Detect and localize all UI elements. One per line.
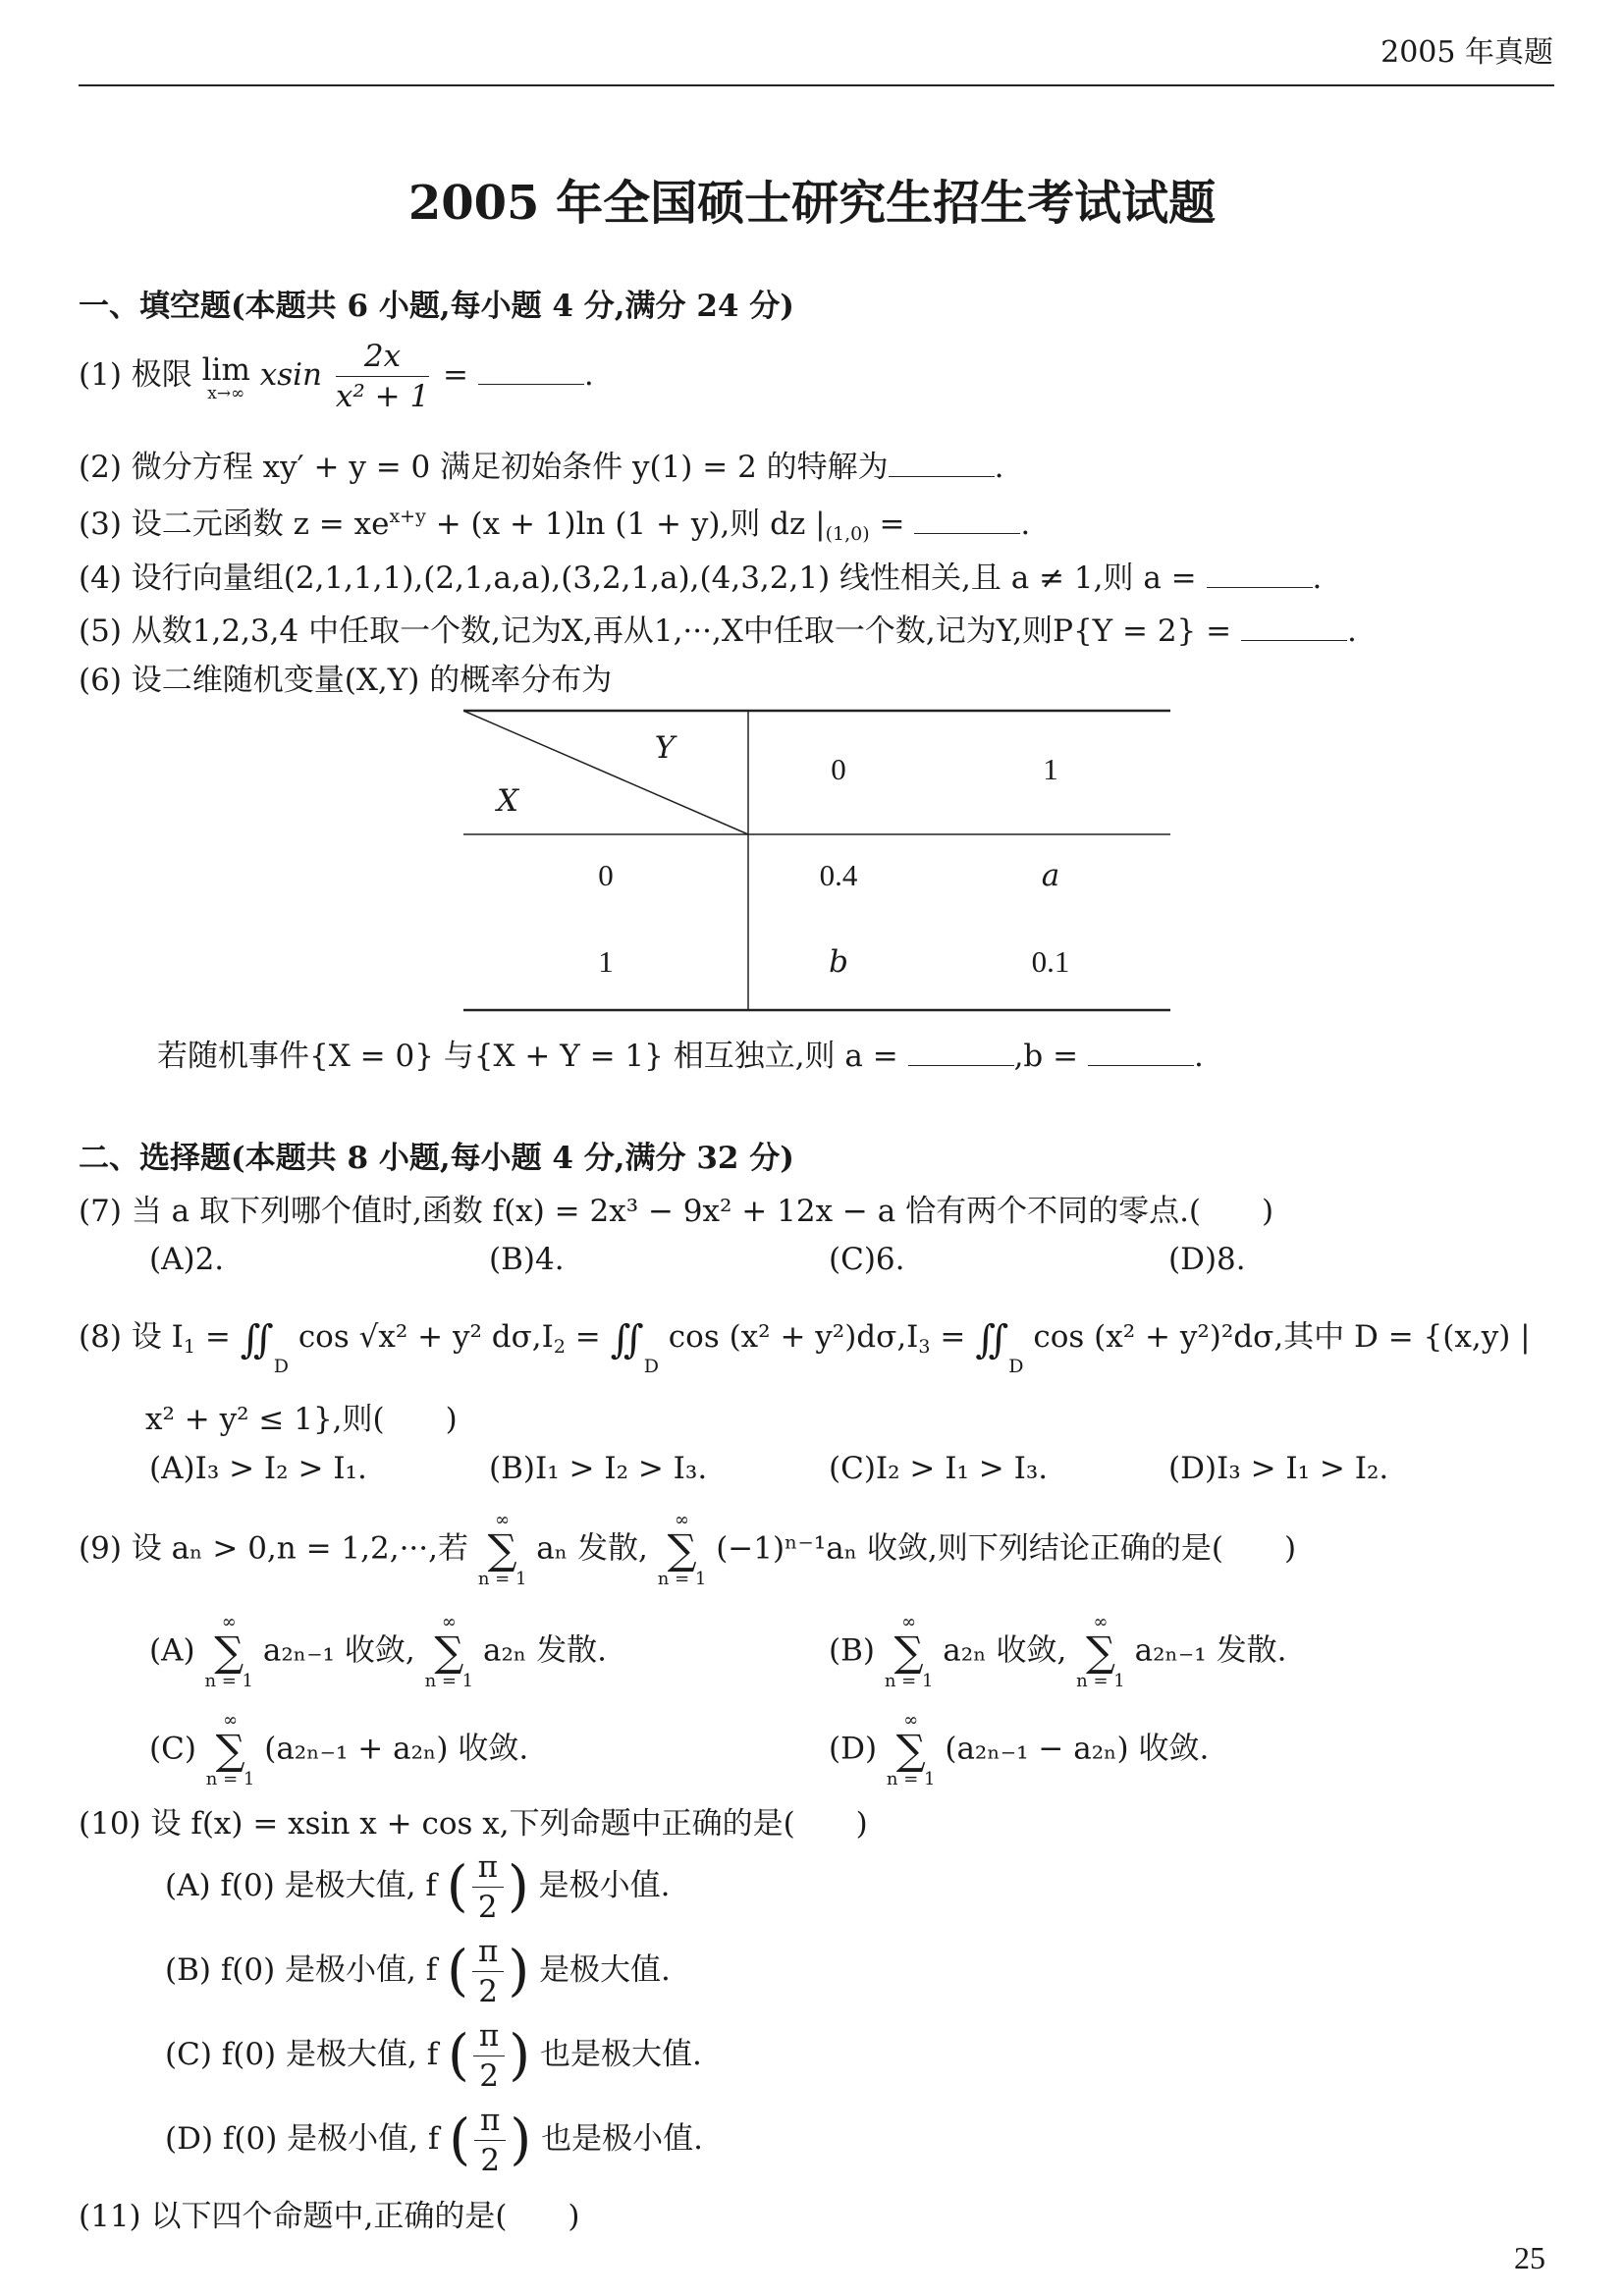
q1-func: xsin bbox=[259, 357, 322, 393]
question-9: (9) 设 aₙ > 0,n = 1,2,···,若 ∞ ∑ n = 1 aₙ 发散, ∞ ∑ n = 1 (−1)ⁿ⁻¹aₙ 收敛,则下列结论正确的是( ) bbox=[79, 1510, 1297, 1589]
q7-option-a[interactable]: (A)2. bbox=[149, 1242, 225, 1277]
sigma-icon: ∞ ∑ n = 1 bbox=[204, 1612, 254, 1691]
q7-option-b[interactable]: (B)4. bbox=[489, 1242, 565, 1277]
q8-option-b[interactable]: (B)I₁ > I₂ > I₃. bbox=[489, 1451, 708, 1486]
double-integral-icon: ∬ bbox=[975, 1317, 1009, 1362]
sigma-icon: ∞ ∑ n = 1 bbox=[1076, 1612, 1125, 1691]
question-3: (3) 设二元函数 $z = xe^{x+y} + (x + 1)\ln$ (1 + y),则 dz $|_{(1,0)}$ = . bbox=[79, 506, 1031, 545]
q3-answer-blank[interactable] bbox=[914, 509, 1020, 534]
q5-answer-blank[interactable] bbox=[1241, 616, 1347, 641]
q1-lim: lim x→∞ bbox=[201, 352, 250, 403]
table-col-header: 0 bbox=[831, 752, 846, 786]
double-integral-icon: ∬ bbox=[240, 1317, 274, 1362]
question-6-condition: 若随机事件{X = 0} 与{X + Y = 1} 相互独立,则 a = ,b = . bbox=[157, 1039, 1204, 1074]
section-1-heading: 一、填空题(本题共 6 小题,每小题 4 分,满分 24 分) bbox=[79, 289, 794, 324]
q7-option-c[interactable]: (C)6. bbox=[829, 1242, 905, 1277]
q9-option-d[interactable]: (D) ∞ ∑ n = 1 (a₂ₙ₋₁ − a₂ₙ) 收敛. bbox=[829, 1710, 1210, 1789]
table-cell: 0.1 bbox=[1031, 944, 1070, 979]
table-cell: a bbox=[1041, 858, 1060, 893]
question-2: (2) 微分方程 xy′ + y = 0 满足初始条件 y(1) = 2 的特解为 . bbox=[79, 450, 1004, 485]
double-integral-icon: ∬ bbox=[610, 1317, 644, 1362]
page-title: 2005 年全国硕士研究生招生考试试题 bbox=[407, 176, 1217, 231]
q10-option-a[interactable]: (A) f(0) 是极大值, f ( $\frac{\pi}{2}$ ) 是极小值. bbox=[165, 1849, 671, 1925]
question-1: (1) 极限 lim x→∞ xsin $\frac{2x}{\text{x² + 1}}$ = . bbox=[79, 339, 594, 414]
table-row-header: 1 bbox=[598, 944, 614, 979]
question-8: (8) 设 $I_1$ = $∬_D$ cos √x² + y² $d\sigma,I_2$ = $∬_D$ $\cos (x^2 + y^2)d\sigma,I_3$ = $∬_D$ cos (x² + y²)²dσ,其中 D = {(x,y) | bbox=[79, 1317, 1531, 1377]
q6-b-blank[interactable] bbox=[1088, 1041, 1194, 1066]
q2-answer-blank[interactable] bbox=[889, 453, 995, 477]
sigma-icon: ∞ ∑ n = 1 bbox=[477, 1510, 527, 1589]
sigma-icon: ∞ ∑ n = 1 bbox=[424, 1612, 474, 1691]
running-head: 2005 年真题 bbox=[1380, 35, 1553, 70]
q8-i2-expr: cos (x² + y²)dσ bbox=[668, 1319, 897, 1355]
question-10: (10) 设 f(x) = xsin x + cos x,下列命题中正确的是( ) bbox=[79, 1806, 868, 1842]
section-2-heading: 二、选择题(本题共 8 小题,每小题 4 分,满分 32 分) bbox=[79, 1141, 794, 1176]
table-corner-x: X bbox=[496, 783, 519, 819]
q7-option-d[interactable]: (D)8. bbox=[1168, 1242, 1246, 1277]
q10-option-c[interactable]: (C) f(0) 是极大值, f ( $\frac{\pi}{2}$ ) 也是极大值. bbox=[165, 2018, 702, 2094]
q9-option-a[interactable]: (A) ∞ ∑ n = 1 a₂ₙ₋₁ 收敛, ∞ ∑ n = 1 a₂ₙ 发散. bbox=[149, 1612, 608, 1691]
table-cell: 0.4 bbox=[819, 858, 858, 892]
q8-i3-expr: cos (x² + y²)²dσ bbox=[1033, 1319, 1274, 1355]
q10-option-b[interactable]: (B) f(0) 是极小值, f ( $\frac{\pi}{2}$ ) 是极大值. bbox=[165, 1934, 671, 2009]
table-col-header: 1 bbox=[1043, 752, 1058, 786]
q8-option-c[interactable]: (C)I₂ > I₁ > I₃. bbox=[829, 1451, 1049, 1486]
sigma-icon: ∞ ∑ n = 1 bbox=[205, 1710, 255, 1789]
question-4: (4) 设行向量组(2,1,1,1),(2,1,a,a),(3,2,1,a),(4,3,2,1) 线性相关,且 a ≠ 1,则 a = . bbox=[79, 561, 1323, 596]
question-7: (7) 当 a 取下列哪个值时,函数 f(x) = 2x³ − 9x² + 12x − a 恰有两个不同的零点.( ) bbox=[79, 1194, 1274, 1229]
q9-option-b[interactable]: (B) ∞ ∑ n = 1 a₂ₙ 收敛, ∞ ∑ n = 1 a₂ₙ₋₁ 发散. bbox=[829, 1612, 1287, 1691]
q9-option-c[interactable]: (C) ∞ ∑ n = 1 (a₂ₙ₋₁ + a₂ₙ) 收敛. bbox=[149, 1710, 529, 1789]
q1-fraction: $\frac{2x}{\text{x² + 1}}$ bbox=[335, 339, 430, 414]
table-corner-y: Y bbox=[654, 730, 676, 766]
q1-answer-blank[interactable] bbox=[478, 360, 584, 385]
q8-option-d[interactable]: (D)I₃ > I₁ > I₂. bbox=[1168, 1451, 1389, 1486]
q10-option-d[interactable]: (D) f(0) 是极小值, f ( $\frac{\pi}{2}$ ) 也是极小值. bbox=[165, 2103, 703, 2178]
q1-label: (1) 极限 bbox=[79, 357, 192, 393]
q1-eq: = bbox=[443, 357, 469, 393]
q8-i1-expr: cos √x² + y² dσ bbox=[298, 1319, 532, 1355]
sigma-icon: ∞ ∑ n = 1 bbox=[657, 1510, 707, 1589]
header-rule bbox=[79, 84, 1554, 86]
question-8-line2: x² + y² ≤ 1},则( ) bbox=[145, 1402, 458, 1437]
page-number: 25 bbox=[1514, 2240, 1545, 2275]
q8-option-a[interactable]: (A)I₃ > I₂ > I₁. bbox=[149, 1451, 367, 1486]
sigma-icon: ∞ ∑ n = 1 bbox=[884, 1612, 934, 1691]
q4-answer-blank[interactable] bbox=[1207, 563, 1313, 588]
table-row-header: 0 bbox=[598, 858, 614, 892]
sigma-icon: ∞ ∑ n = 1 bbox=[886, 1710, 936, 1789]
question-11: (11) 以下四个命题中,正确的是( ) bbox=[79, 2199, 580, 2234]
table-cell: b bbox=[829, 944, 848, 980]
probability-table bbox=[463, 709, 1170, 1013]
q6-a-blank[interactable] bbox=[908, 1041, 1014, 1066]
question-5: (5) 从数1,2,3,4 中任取一个数,记为X,再从1,···,X中任取一个数,记为Y,则P{Y = 2} = . bbox=[79, 614, 1357, 649]
question-6: (6) 设二维随机变量(X,Y) 的概率分布为 bbox=[79, 663, 613, 698]
